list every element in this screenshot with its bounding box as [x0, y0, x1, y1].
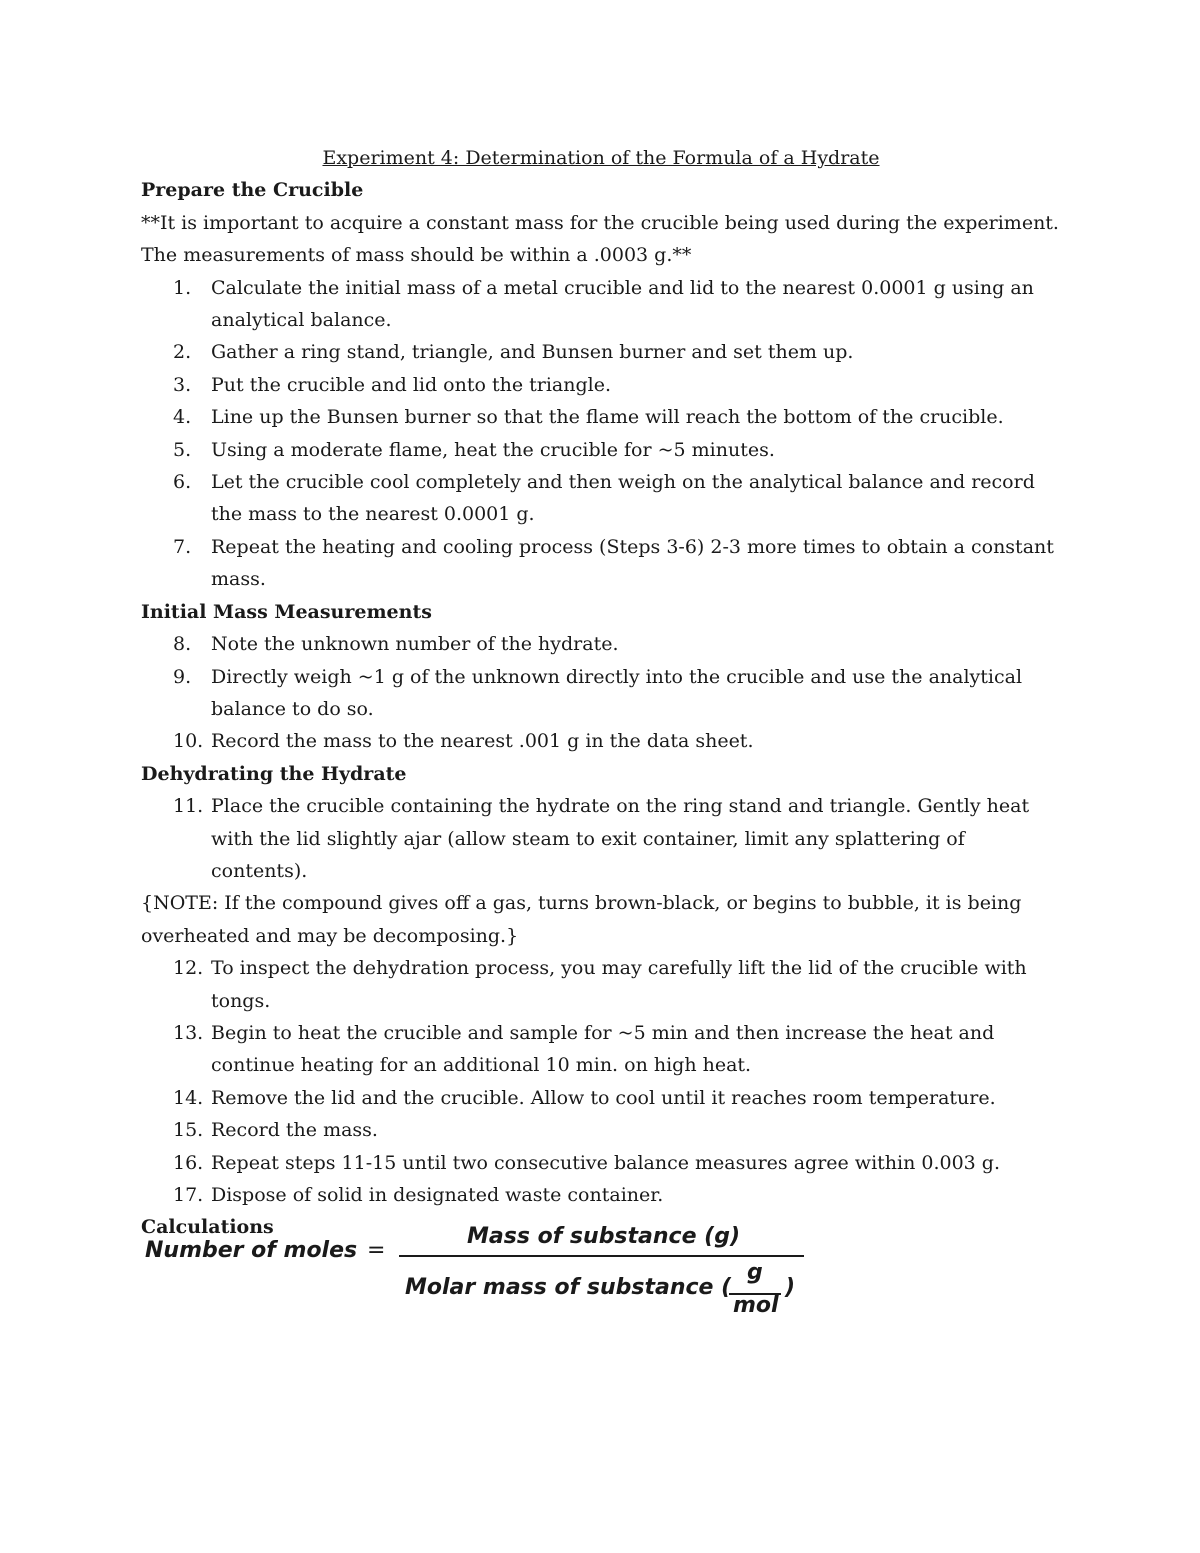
step-text: Remove the lid and the crucible. Allow to cool until it reaches room temperature.: [211, 1086, 996, 1109]
step-item: [141, 531, 1061, 596]
step-item: [141, 952, 1061, 1017]
formula-denominator: Molar mass of substance (: [405, 1275, 732, 1300]
step-text: Let the crucible cool completely and then weigh on the analytical balance and record the mass to the nearest 0.0001 g.: [211, 471, 1035, 526]
step-text: Dispose of solid in designated waste container.: [211, 1184, 664, 1206]
step-item: [141, 336, 1061, 368]
formula-numerator: Mass of substance (g): [467, 1224, 741, 1249]
step-number: 10.: [173, 730, 204, 753]
step-number: 13.: [173, 1021, 204, 1044]
step-number: 4.: [173, 406, 192, 429]
step-number: 15.: [173, 1119, 204, 1142]
step-text: Calculate the initial mass of a metal crucible and lid to the nearest 0.0001 g using an analytical balance.: [211, 276, 1034, 332]
step-number: 16.: [173, 1151, 204, 1174]
step-text: Repeat the heating and cooling process (Steps 3-6) 2-3 more times to obtain a constant mass.: [211, 535, 1054, 591]
step-number: 5.: [173, 438, 192, 461]
step-number: 12.: [173, 957, 204, 980]
formula-closing-paren: ): [785, 1275, 796, 1300]
moles-formula: [141, 1222, 841, 1332]
section-heading-prepare: Prepare the Crucible: [141, 179, 364, 202]
step-text: Place the crucible containing the hydrate on the ring stand and triangle. Gently heat with the lid slightly ajar (allow steam to exit container, limit any splattering of contents).: [211, 795, 1030, 882]
dehydrating-steps-list-b: [141, 952, 1061, 1211]
step-item: [141, 1082, 1061, 1114]
step-text: Put the crucible and lid onto the triangle.: [211, 373, 612, 396]
step-item: [141, 272, 1061, 337]
step-text: Note the unknown number of the hydrate.: [211, 633, 619, 656]
step-text: Using a moderate flame, heat the crucible for ~5 minutes.: [211, 438, 775, 461]
formula-equals: =: [367, 1238, 386, 1263]
formula-lhs: Number of moles: [145, 1238, 358, 1263]
step-item: [141, 401, 1061, 433]
step-text: Record the mass to the nearest .001 g in the data sheet.: [211, 730, 754, 753]
step-item: [141, 369, 1061, 401]
step-number: 8.: [173, 633, 192, 656]
step-item: [141, 628, 1061, 660]
step-number: 3.: [173, 373, 192, 396]
step-number: 2.: [173, 341, 192, 364]
step-text: Line up the Bunsen burner so that the flame will reach the bottom of the crucible.: [211, 406, 1004, 429]
decomposition-note: {NOTE: If the compound gives off a gas, turns brown-black, or begins to bubble, it is being overheated and may be decomposing.}: [141, 892, 1022, 947]
section-heading-calculations: Calculations: [141, 1216, 274, 1239]
step-item: [141, 1147, 1061, 1179]
formula-fraction-bar: [399, 1255, 804, 1257]
document-page: [141, 142, 1061, 1244]
step-text: Record the mass.: [211, 1119, 378, 1142]
step-item: [141, 790, 1061, 887]
step-text: Repeat steps 11-15 until two consecutive balance measures agree within 0.003 g.: [211, 1151, 1001, 1174]
section-heading-dehydrating: Dehydrating the Hydrate: [141, 762, 407, 785]
step-number: 14.: [173, 1086, 204, 1109]
step-text: Gather a ring stand, triangle, and Bunsen burner and set them up.: [211, 341, 854, 364]
formula-unit-numerator: g: [747, 1260, 763, 1285]
step-item: [141, 434, 1061, 466]
step-item: [141, 1017, 1061, 1082]
formula-unit-denominator: mol: [733, 1293, 779, 1318]
step-number: 9.: [173, 665, 192, 688]
step-item: [141, 466, 1061, 531]
step-number: 1.: [173, 276, 192, 299]
dehydrating-steps-list-a: [141, 790, 1061, 887]
step-number: 7.: [173, 535, 192, 558]
step-item: [141, 661, 1061, 726]
step-number: 6.: [173, 471, 192, 494]
step-number: 17.: [173, 1184, 204, 1206]
step-text: Begin to heat the crucible and sample for ~5 min and then increase the heat and continue heating for an additional 10 min. on high heat.: [211, 1021, 995, 1077]
prepare-steps-list: [141, 272, 1061, 596]
step-item: [141, 1114, 1061, 1146]
step-item: [141, 1179, 1061, 1211]
step-text: Directly weigh ~1 g of the unknown directly into the crucible and use the analytical balance to do so.: [211, 665, 1023, 720]
document-title: Experiment 4: Determination of the Formula of a Hydrate: [322, 147, 880, 169]
constant-mass-note: **It is important to acquire a constant mass for the crucible being used during the experiment. The measurements of mass should be within a .0003 g.**: [141, 211, 1059, 267]
step-text: To inspect the dehydration process, you may carefully lift the lid of the crucible with tongs.: [211, 957, 1027, 1012]
step-number: 11.: [173, 795, 204, 818]
step-item: [141, 725, 1061, 757]
section-heading-initial-mass: Initial Mass Measurements: [141, 600, 432, 623]
initial-mass-steps-list: [141, 628, 1061, 758]
